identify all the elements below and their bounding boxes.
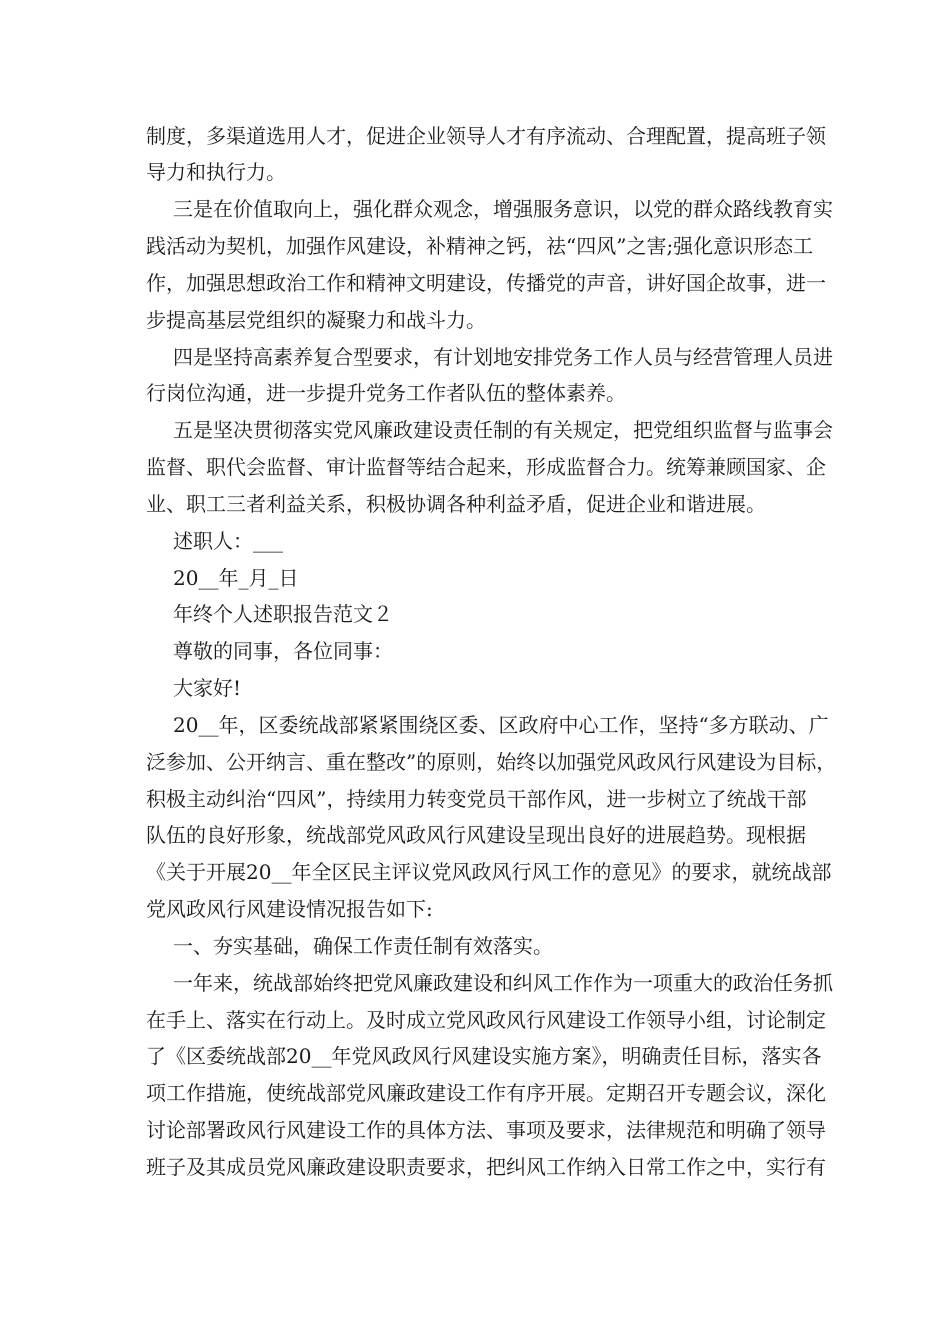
- text-line: 项工作措施，使统战部党风廉政建设工作有序开展。定期召开专题会议，深化: [146, 1081, 826, 1105]
- text-line: 四是坚持高素养复合型要求，有计划地安排党务工作人员与经营管理人员进: [173, 345, 833, 369]
- text-line: 业、职工三者利益关系，积极协调各种利益矛盾，促进企业和谐进展。: [146, 492, 766, 516]
- text-line: 《关于开展20__年全区民主评议党风政风行风工作的意见》的要求，就统战部: [146, 860, 832, 884]
- salutation: 尊敬的同事，各位同事：: [173, 639, 393, 663]
- text-line: 党风政风行风建设情况报告如下:: [146, 897, 433, 921]
- text-line: 积极主动纠治“四风”，持续用力转变党员干部作风，进一步树立了统战干部: [146, 787, 807, 811]
- section-title: 年终个人述职报告范文２: [173, 602, 393, 626]
- text-line: 五是坚决贯彻落实党风廉政建设责任制的有关规定，把党组织监督与监事会: [173, 418, 833, 442]
- date-line: 20__年_月_日: [173, 566, 299, 590]
- text-line: 了《区委统战部20__年党风政风行风建设实施方案》，明确责任目标，落实各: [146, 1044, 822, 1068]
- text-line: 讨论部署政风行风建设工作的具体方法、事项及要求，法律规范和明确了领导: [146, 1118, 826, 1142]
- text-line: 班子及其成员党风廉政建设职责要求，把纠风工作纳入日常工作之中，实行有: [146, 1155, 826, 1179]
- text-line: 导力和执行力。: [146, 160, 286, 184]
- text-line: 作，加强思想政治工作和精神文明建设，传播党的声音，讲好国企故事，进一: [146, 271, 826, 295]
- text-line: 队伍的良好形象，统战部党风政风行风建设呈现出良好的进展趋势。现根据: [146, 823, 806, 847]
- text-line: 制度，多渠道选用人才，促进企业领导人才有序流动、合理配置，提高班子领: [146, 124, 826, 148]
- text-line: 监督、职代会监督、审计监督等结合起来，形成监督合力。统筹兼顾国家、企: [146, 455, 826, 479]
- text-line: 在手上、落实在行动上。及时成立党风政风行风建设工作领导小组，讨论制定: [146, 1008, 826, 1032]
- text-line: 践活动为契机，加强作风建设，补精神之钙，祛“四风”之害;强化意识形态工: [146, 234, 814, 258]
- greeting: 大家好!: [173, 676, 242, 700]
- section-heading: 一、夯实基础，确保工作责任制有效落实。: [173, 934, 553, 958]
- text-line: 20__年，区委统战部紧紧围绕区委、区政府中心工作，坚持“多方联动、广: [173, 713, 829, 737]
- text-line: 一年来，统战部始终把党风廉政建设和纠风工作作为一项重大的政治任务抓: [173, 971, 833, 995]
- text-line: 三是在价值取向上，强化群众观念，增强服务意识，以党的群众路线教育实: [173, 197, 833, 221]
- signature-line: 述职人：___: [173, 529, 283, 553]
- text-line: 泛参加、公开纳言、重在整改”的原则，始终以加强党风政风行风建设为目标，: [146, 750, 837, 774]
- text-line: 步提高基层党组织的凝聚力和战斗力。: [146, 308, 486, 332]
- text-line: 行岗位沟通，进一步提升党务工作者队伍的整体素养。: [146, 381, 626, 405]
